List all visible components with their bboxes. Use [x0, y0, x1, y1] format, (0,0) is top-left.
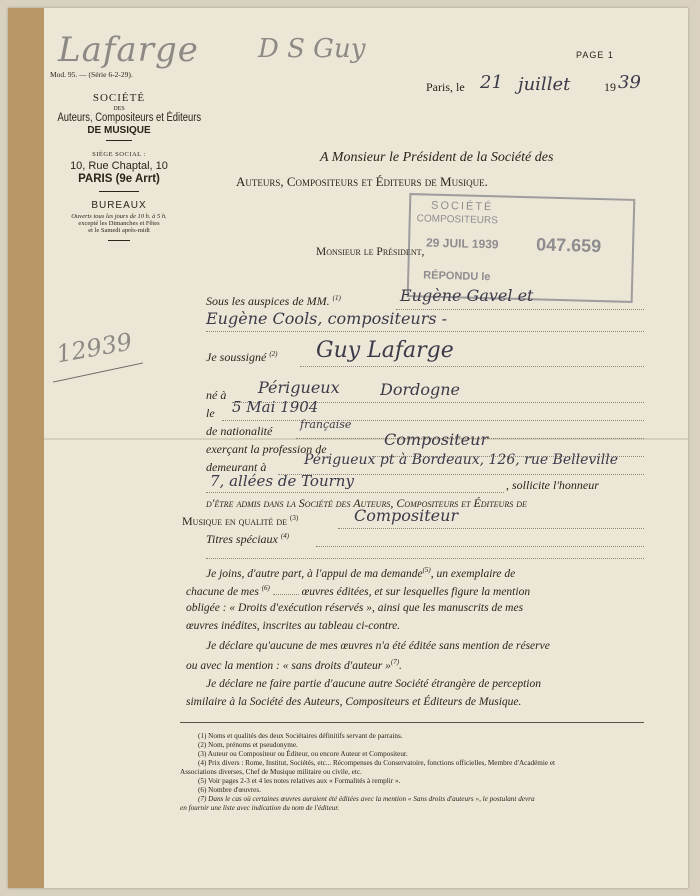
date-day: 21 — [480, 72, 503, 93]
salutation: Monsieur le Président, — [316, 246, 425, 258]
born-date: 5 Mai 1904 — [232, 398, 319, 416]
date-year-prefix: 19 — [604, 80, 616, 94]
society-city: PARIS (9e Arrt) — [78, 173, 160, 185]
pencil-ds-note: D S Guy — [258, 34, 366, 64]
undersigned-label-text: Je soussigné — [206, 350, 267, 364]
p1d-text: œuvres éditées, et sur lesquelles figure la mention — [301, 585, 531, 598]
footnote-1: (1) Noms et qualités des deux Sociétaires définitifs servant de parrains. — [198, 732, 403, 740]
residence-value-2: 7, allées de Tourny — [210, 472, 354, 490]
footnote-2: (2) Nom, prénoms et pseudonyme. — [198, 741, 298, 749]
profession-value: Compositeur — [384, 430, 489, 449]
bureaux-hours-1: Ouverts tous les jours de 10 h. à 5 h. — [71, 213, 167, 220]
siege-label: SIÈGE SOCIAL : — [92, 151, 146, 158]
date-prefix: Paris, le — [426, 80, 465, 94]
stamp-line1: SOCIÉTÉ — [430, 199, 494, 214]
undersigned-line — [300, 366, 644, 367]
pencil-name: Lafarge — [58, 30, 199, 70]
auspices-value-1: Eugène Gavel et — [400, 286, 534, 305]
titles-note: (4) — [280, 532, 290, 540]
p1c-note: (6) — [261, 584, 270, 592]
residence-value-1: Périgueux pt à Bordeaux, 126, rue Belleville — [304, 452, 619, 468]
bureaux-hours-2: excepté les Dimanches et Fêtes — [78, 220, 160, 227]
paragraph-1a — [206, 566, 515, 580]
footnote-rule — [180, 722, 644, 723]
society-line1: SOCIÉTÉ — [92, 92, 146, 104]
born-date-line — [222, 420, 644, 421]
footnote-6: (6) Nombre d'œuvres. — [198, 786, 261, 794]
admit-text: d'être admis dans la Société des Auteurs, Compositeurs et Éditeurs de — [206, 496, 527, 510]
footnote-7: (7) Dans le cas où certaines œuvres auraient été éditées avec la mention « Sans droits d'auteurs », le postulant devra — [198, 795, 535, 803]
society-address: 10, Rue Chaptal, 10 — [70, 160, 168, 172]
residence-line-2 — [206, 492, 504, 493]
pencil-ref-number: 12939 — [54, 327, 135, 369]
nationality-label: de nationalité — [206, 424, 273, 438]
p1b-text: , un exemplaire de — [430, 567, 516, 580]
auspices-label — [206, 294, 341, 309]
undersigned-value: Guy Lafarge — [316, 338, 454, 363]
society-ornament — [106, 140, 132, 141]
auspices-label-text: Sous les auspices de MM. — [206, 294, 330, 308]
born-dept: Dordogne — [380, 380, 460, 399]
solicit-text: , sollicite l'honneur — [506, 478, 599, 492]
p1c-text: chacune de mes — [186, 585, 259, 598]
p1a-note: (5) — [422, 566, 431, 574]
society-block — [44, 92, 202, 241]
paragraph-1c — [186, 584, 530, 598]
quality-value: Compositeur — [354, 506, 459, 525]
auspices-note: (1) — [332, 294, 341, 302]
society-line4: DE MUSIQUE — [87, 125, 151, 136]
society-line2: DES — [113, 106, 125, 112]
residence-label: demeurant à — [206, 460, 267, 474]
p2b-note: (7) — [390, 658, 400, 666]
profession-label: exerçant la profession de — [206, 442, 327, 456]
footnote-3: (3) Auteur ou Compositeur ou Éditeur, ou encore Auteur et Compositeur. — [198, 750, 408, 758]
paragraph-2b: ou avec la mention : « sans droits d'auteur »$^{(7)}$. — [186, 658, 402, 672]
paragraph-2a: Je déclare qu'aucune de mes œuvres n'a été éditée sans mention de réserve — [206, 640, 550, 652]
stamp-number: 047.659 — [535, 234, 602, 257]
society-ornament-3 — [108, 240, 130, 241]
quality-note: (3) — [290, 514, 299, 522]
born-place: Périgueux — [258, 378, 340, 397]
footnote-4-cont: Associations diverses, Chef de Musique militaire ou civile, etc. — [180, 768, 362, 776]
paragraph-3a: Je déclare ne faire partie d'aucune autre Société étrangère de perception — [206, 678, 541, 690]
addressee-line1: A Monsieur le Président de la Société des — [320, 150, 554, 165]
binding-tape — [8, 8, 44, 888]
undersigned-note: (2) — [269, 350, 278, 358]
auspices-line-2 — [206, 331, 644, 332]
paragraph-3b: similaire à la Société des Auteurs, Compositeurs et Éditeurs de Musique. — [186, 696, 522, 708]
society-ornament-2 — [99, 191, 139, 192]
undersigned-label — [206, 350, 278, 365]
society-line3: Auteurs, Compositeurs et Éditeurs — [57, 112, 202, 124]
titles-label-text: Titres spéciaux — [206, 532, 278, 546]
stamp-line2: COMPOSITEURS — [416, 213, 498, 227]
form-code: Mod. 95. — (Série 6-2-29). — [50, 70, 133, 79]
titles-label — [206, 532, 289, 547]
addressee-line2: Auteurs, Compositeurs et Éditeurs de Musique. — [236, 174, 488, 189]
date-month: juillet — [518, 74, 571, 95]
p2b-text: ou avec la mention : « sans droits d'auteur » — [186, 659, 391, 672]
paragraph-1e: obligée : « Droits d'exécution réservés », ainsi que les manuscrits de mes — [186, 602, 524, 614]
footnote-7-cont: en fournir une liste avec indication du nom de l'éditeur. — [180, 804, 340, 812]
footnote-4: (4) Prix divers : Rome, Institut, Sociétés, etc... Récompenses du Conservatoire, fonctions officielles, Membre d'Académie et — [198, 759, 556, 767]
stamp-date: 29 JUIL 1939 — [425, 235, 499, 252]
bureaux-label: BUREAUX — [91, 200, 147, 211]
count-line — [273, 594, 299, 595]
p1a-text: Je joins, d'autre part, à l'appui de ma demande — [206, 567, 423, 580]
quality-label — [182, 514, 298, 529]
titles-line-1 — [316, 546, 644, 547]
footnote-5: (5) Voir pages 2-3 et 4 les notes relatives aux « Formalités à remplir ». — [198, 777, 401, 785]
titles-line-2 — [206, 558, 644, 559]
born-date-label: le — [206, 406, 215, 420]
born-label: né à — [206, 388, 227, 402]
auspices-value-2: Eugène Cools, compositeurs - — [206, 309, 448, 328]
bureaux-hours-3: et le Samedi après-midi — [88, 227, 150, 234]
paragraph-1f: œuvres inédites, inscrites au tableau ci-contre. — [186, 620, 401, 632]
quality-label-text: Musique en qualité de — [182, 514, 287, 528]
quality-line — [338, 528, 644, 529]
nationality-value: française — [300, 418, 352, 431]
stamp-reply: RÉPONDU le — [423, 269, 491, 284]
date-year: 39 — [618, 72, 641, 93]
page-label: PAGE 1 — [576, 50, 614, 60]
